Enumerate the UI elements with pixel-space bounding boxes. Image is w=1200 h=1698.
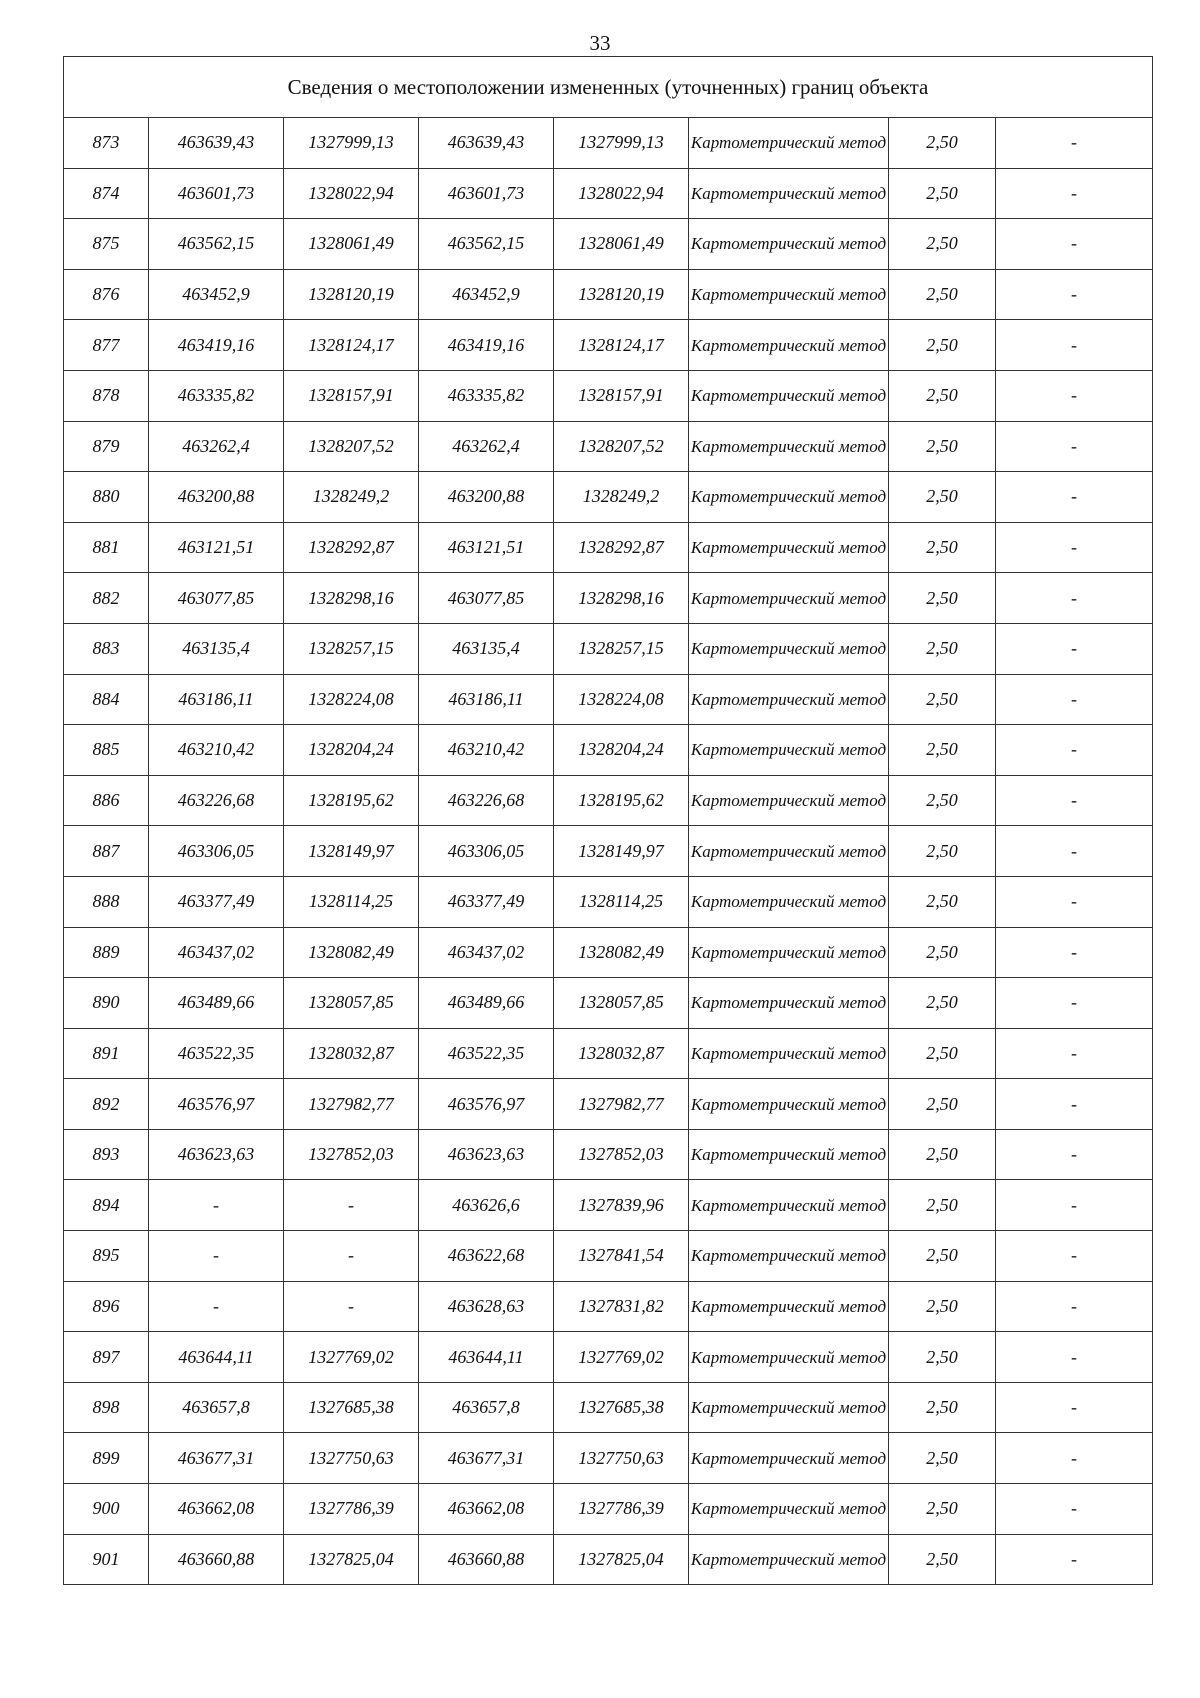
refined-x-cell: 463452,9 (419, 269, 554, 320)
note-cell: - (996, 472, 1153, 523)
accuracy-cell: 2,50 (889, 1484, 996, 1535)
table-row (64, 1382, 1153, 1433)
note-cell: - (996, 1534, 1153, 1585)
accuracy-cell: 2,50 (889, 725, 996, 776)
accuracy-cell: 2,50 (889, 1231, 996, 1282)
refined-x-cell: 463262,4 (419, 421, 554, 472)
existing-x-cell: 463200,88 (149, 472, 284, 523)
method-cell: Картометрический метод (689, 1382, 889, 1433)
refined-y-cell: 1327982,77 (554, 1079, 689, 1130)
note-cell: - (996, 1180, 1153, 1231)
existing-y-cell: 1327750,63 (284, 1433, 419, 1484)
accuracy-cell: 2,50 (889, 826, 996, 877)
method-cell: Картометрический метод (689, 573, 889, 624)
table-row (64, 1129, 1153, 1180)
point-number-cell: 894 (64, 1180, 149, 1231)
note-cell: - (996, 522, 1153, 573)
note-cell: - (996, 1079, 1153, 1130)
existing-y-cell: 1328057,85 (284, 978, 419, 1029)
accuracy-cell: 2,50 (889, 775, 996, 826)
note-cell: - (996, 1382, 1153, 1433)
refined-x-cell: 463576,97 (419, 1079, 554, 1130)
existing-x-cell: 463437,02 (149, 927, 284, 978)
accuracy-cell: 2,50 (889, 1382, 996, 1433)
existing-x-cell: 463135,4 (149, 623, 284, 674)
table-row (64, 623, 1153, 674)
refined-x-cell: 463622,68 (419, 1231, 554, 1282)
table-body (64, 57, 1153, 1585)
refined-x-cell: 463306,05 (419, 826, 554, 877)
existing-y-cell: 1328292,87 (284, 522, 419, 573)
refined-y-cell: 1327831,82 (554, 1281, 689, 1332)
table-row (64, 927, 1153, 978)
existing-y-cell: 1328120,19 (284, 269, 419, 320)
note-cell: - (996, 623, 1153, 674)
accuracy-cell: 2,50 (889, 269, 996, 320)
accuracy-cell: 2,50 (889, 623, 996, 674)
table-row (64, 978, 1153, 1029)
refined-x-cell: 463628,63 (419, 1281, 554, 1332)
method-cell: Картометрический метод (689, 1281, 889, 1332)
refined-y-cell: 1327769,02 (554, 1332, 689, 1383)
refined-x-cell: 463437,02 (419, 927, 554, 978)
method-cell: Картометрический метод (689, 472, 889, 523)
point-number-cell: 893 (64, 1129, 149, 1180)
existing-y-cell: 1328257,15 (284, 623, 419, 674)
existing-y-cell: 1327786,39 (284, 1484, 419, 1535)
refined-y-cell: 1327852,03 (554, 1129, 689, 1180)
note-cell: - (996, 573, 1153, 624)
table-row (64, 168, 1153, 219)
existing-y-cell: 1328195,62 (284, 775, 419, 826)
method-cell: Картометрический метод (689, 1484, 889, 1535)
existing-x-cell: 463623,63 (149, 1129, 284, 1180)
refined-y-cell: 1327685,38 (554, 1382, 689, 1433)
page-number: 33 (589, 31, 611, 55)
refined-x-cell: 463200,88 (419, 472, 554, 523)
existing-x-cell: 463639,43 (149, 118, 284, 169)
method-cell: Картометрический метод (689, 269, 889, 320)
table-row (64, 1028, 1153, 1079)
table-row (64, 370, 1153, 421)
point-number-cell: 897 (64, 1332, 149, 1383)
existing-y-cell: 1328207,52 (284, 421, 419, 472)
table-row (64, 1180, 1153, 1231)
existing-y-cell: - (284, 1180, 419, 1231)
table-row (64, 573, 1153, 624)
table-title: Сведения о местоположении измененных (уточненных) границ объекта (64, 57, 1153, 118)
note-cell: - (996, 1231, 1153, 1282)
existing-y-cell: 1327999,13 (284, 118, 419, 169)
method-cell: Картометрический метод (689, 1231, 889, 1282)
note-cell: - (996, 1332, 1153, 1383)
note-cell: - (996, 775, 1153, 826)
refined-y-cell: 1328204,24 (554, 725, 689, 776)
table-row (64, 674, 1153, 725)
refined-x-cell: 463226,68 (419, 775, 554, 826)
method-cell: Картометрический метод (689, 927, 889, 978)
accuracy-cell: 2,50 (889, 1534, 996, 1585)
note-cell: - (996, 370, 1153, 421)
refined-x-cell: 463644,11 (419, 1332, 554, 1383)
note-cell: - (996, 320, 1153, 371)
refined-y-cell: 1327999,13 (554, 118, 689, 169)
note-cell: - (996, 978, 1153, 1029)
existing-y-cell: 1328224,08 (284, 674, 419, 725)
method-cell: Картометрический метод (689, 1433, 889, 1484)
table-row (64, 522, 1153, 573)
accuracy-cell: 2,50 (889, 674, 996, 725)
refined-x-cell: 463639,43 (419, 118, 554, 169)
existing-y-cell: 1327852,03 (284, 1129, 419, 1180)
note-cell: - (996, 826, 1153, 877)
method-cell: Картометрический метод (689, 219, 889, 270)
existing-y-cell: 1327825,04 (284, 1534, 419, 1585)
note-cell: - (996, 269, 1153, 320)
refined-x-cell: 463657,8 (419, 1382, 554, 1433)
method-cell: Картометрический метод (689, 1028, 889, 1079)
refined-y-cell: 1328249,2 (554, 472, 689, 523)
refined-y-cell: 1328157,91 (554, 370, 689, 421)
refined-x-cell: 463562,15 (419, 219, 554, 270)
table-row (64, 1484, 1153, 1535)
method-cell: Картометрический метод (689, 876, 889, 927)
refined-y-cell: 1328120,19 (554, 269, 689, 320)
existing-x-cell: 463522,35 (149, 1028, 284, 1079)
boundary-coordinates-table (63, 56, 1153, 1585)
point-number-cell: 875 (64, 219, 149, 270)
point-number-cell: 873 (64, 118, 149, 169)
existing-y-cell: 1328298,16 (284, 573, 419, 624)
method-cell: Картометрический метод (689, 1079, 889, 1130)
accuracy-cell: 2,50 (889, 522, 996, 573)
existing-y-cell: 1327769,02 (284, 1332, 419, 1383)
existing-x-cell: 463677,31 (149, 1433, 284, 1484)
refined-y-cell: 1328124,17 (554, 320, 689, 371)
refined-x-cell: 463677,31 (419, 1433, 554, 1484)
method-cell: Картометрический метод (689, 674, 889, 725)
existing-x-cell: 463660,88 (149, 1534, 284, 1585)
table-row (64, 118, 1153, 169)
existing-x-cell: 463121,51 (149, 522, 284, 573)
point-number-cell: 880 (64, 472, 149, 523)
existing-x-cell: 463644,11 (149, 1332, 284, 1383)
refined-x-cell: 463623,63 (419, 1129, 554, 1180)
existing-y-cell: 1328149,97 (284, 826, 419, 877)
refined-y-cell: 1328057,85 (554, 978, 689, 1029)
method-cell: Картометрический метод (689, 118, 889, 169)
refined-y-cell: 1328061,49 (554, 219, 689, 270)
refined-y-cell: 1327839,96 (554, 1180, 689, 1231)
point-number-cell: 885 (64, 725, 149, 776)
point-number-cell: 887 (64, 826, 149, 877)
point-number-cell: 876 (64, 269, 149, 320)
table-row (64, 421, 1153, 472)
point-number-cell: 895 (64, 1231, 149, 1282)
point-number-cell: 878 (64, 370, 149, 421)
refined-x-cell: 463660,88 (419, 1534, 554, 1585)
refined-y-cell: 1328195,62 (554, 775, 689, 826)
point-number-cell: 890 (64, 978, 149, 1029)
refined-y-cell: 1327825,04 (554, 1534, 689, 1585)
existing-y-cell: 1328204,24 (284, 725, 419, 776)
existing-y-cell: 1327982,77 (284, 1079, 419, 1130)
existing-x-cell: 463452,9 (149, 269, 284, 320)
refined-x-cell: 463626,6 (419, 1180, 554, 1231)
note-cell: - (996, 1028, 1153, 1079)
point-number-cell: 874 (64, 168, 149, 219)
point-number-cell: 886 (64, 775, 149, 826)
refined-y-cell: 1328292,87 (554, 522, 689, 573)
point-number-cell: 901 (64, 1534, 149, 1585)
existing-x-cell: 463489,66 (149, 978, 284, 1029)
refined-y-cell: 1328224,08 (554, 674, 689, 725)
accuracy-cell: 2,50 (889, 320, 996, 371)
accuracy-cell: 2,50 (889, 1079, 996, 1130)
table-row (64, 1534, 1153, 1585)
existing-x-cell: - (149, 1281, 284, 1332)
accuracy-cell: 2,50 (889, 876, 996, 927)
method-cell: Картометрический метод (689, 826, 889, 877)
existing-y-cell: 1328157,91 (284, 370, 419, 421)
note-cell: - (996, 725, 1153, 776)
refined-y-cell: 1328032,87 (554, 1028, 689, 1079)
point-number-cell: 892 (64, 1079, 149, 1130)
accuracy-cell: 2,50 (889, 168, 996, 219)
table-title-row (64, 57, 1153, 118)
accuracy-cell: 2,50 (889, 978, 996, 1029)
existing-x-cell: 463335,82 (149, 370, 284, 421)
existing-y-cell: 1328082,49 (284, 927, 419, 978)
table-row (64, 219, 1153, 270)
accuracy-cell: 2,50 (889, 927, 996, 978)
table-row (64, 1332, 1153, 1383)
existing-x-cell: 463226,68 (149, 775, 284, 826)
method-cell: Картометрический метод (689, 1332, 889, 1383)
refined-y-cell: 1328257,15 (554, 623, 689, 674)
refined-x-cell: 463419,16 (419, 320, 554, 371)
existing-x-cell: 463662,08 (149, 1484, 284, 1535)
table-row (64, 826, 1153, 877)
accuracy-cell: 2,50 (889, 1332, 996, 1383)
method-cell: Картометрический метод (689, 623, 889, 674)
accuracy-cell: 2,50 (889, 1281, 996, 1332)
point-number-cell: 884 (64, 674, 149, 725)
point-number-cell: 883 (64, 623, 149, 674)
refined-y-cell: 1328149,97 (554, 826, 689, 877)
note-cell: - (996, 219, 1153, 270)
method-cell: Картометрический метод (689, 320, 889, 371)
table-row (64, 725, 1153, 776)
point-number-cell: 881 (64, 522, 149, 573)
note-cell: - (996, 421, 1153, 472)
method-cell: Картометрический метод (689, 725, 889, 776)
method-cell: Картометрический метод (689, 522, 889, 573)
accuracy-cell: 2,50 (889, 370, 996, 421)
refined-y-cell: 1328082,49 (554, 927, 689, 978)
point-number-cell: 882 (64, 573, 149, 624)
existing-x-cell: 463576,97 (149, 1079, 284, 1130)
existing-x-cell: 463419,16 (149, 320, 284, 371)
existing-y-cell: 1328061,49 (284, 219, 419, 270)
table-row (64, 1281, 1153, 1332)
existing-x-cell: - (149, 1231, 284, 1282)
accuracy-cell: 2,50 (889, 421, 996, 472)
accuracy-cell: 2,50 (889, 118, 996, 169)
existing-x-cell: 463306,05 (149, 826, 284, 877)
accuracy-cell: 2,50 (889, 573, 996, 624)
accuracy-cell: 2,50 (889, 472, 996, 523)
refined-x-cell: 463121,51 (419, 522, 554, 573)
existing-y-cell: 1328249,2 (284, 472, 419, 523)
existing-y-cell: 1327685,38 (284, 1382, 419, 1433)
refined-x-cell: 463489,66 (419, 978, 554, 1029)
point-number-cell: 900 (64, 1484, 149, 1535)
existing-x-cell: - (149, 1180, 284, 1231)
existing-x-cell: 463262,4 (149, 421, 284, 472)
table-row (64, 269, 1153, 320)
existing-y-cell: - (284, 1231, 419, 1282)
note-cell: - (996, 118, 1153, 169)
note-cell: - (996, 168, 1153, 219)
method-cell: Картометрический метод (689, 775, 889, 826)
method-cell: Картометрический метод (689, 370, 889, 421)
accuracy-cell: 2,50 (889, 1028, 996, 1079)
table-row (64, 472, 1153, 523)
note-cell: - (996, 1281, 1153, 1332)
note-cell: - (996, 927, 1153, 978)
method-cell: Картометрический метод (689, 1129, 889, 1180)
existing-y-cell: 1328124,17 (284, 320, 419, 371)
existing-x-cell: 463562,15 (149, 219, 284, 270)
point-number-cell: 891 (64, 1028, 149, 1079)
point-number-cell: 888 (64, 876, 149, 927)
refined-y-cell: 1328022,94 (554, 168, 689, 219)
point-number-cell: 896 (64, 1281, 149, 1332)
table-row (64, 1433, 1153, 1484)
note-cell: - (996, 1129, 1153, 1180)
method-cell: Картометрический метод (689, 1180, 889, 1231)
refined-y-cell: 1327750,63 (554, 1433, 689, 1484)
method-cell: Картометрический метод (689, 1534, 889, 1585)
existing-y-cell: 1328022,94 (284, 168, 419, 219)
refined-x-cell: 463662,08 (419, 1484, 554, 1535)
point-number-cell: 877 (64, 320, 149, 371)
point-number-cell: 889 (64, 927, 149, 978)
existing-y-cell: 1328114,25 (284, 876, 419, 927)
refined-y-cell: 1328114,25 (554, 876, 689, 927)
refined-y-cell: 1327786,39 (554, 1484, 689, 1535)
refined-y-cell: 1327841,54 (554, 1231, 689, 1282)
existing-x-cell: 463377,49 (149, 876, 284, 927)
table-row (64, 876, 1153, 927)
refined-x-cell: 463186,11 (419, 674, 554, 725)
refined-x-cell: 463077,85 (419, 573, 554, 624)
accuracy-cell: 2,50 (889, 1180, 996, 1231)
refined-x-cell: 463210,42 (419, 725, 554, 776)
existing-x-cell: 463657,8 (149, 1382, 284, 1433)
refined-x-cell: 463335,82 (419, 370, 554, 421)
table-row (64, 775, 1153, 826)
method-cell: Картометрический метод (689, 421, 889, 472)
method-cell: Картометрический метод (689, 978, 889, 1029)
table-row (64, 1231, 1153, 1282)
table-row (64, 320, 1153, 371)
existing-x-cell: 463601,73 (149, 168, 284, 219)
point-number-cell: 879 (64, 421, 149, 472)
refined-y-cell: 1328298,16 (554, 573, 689, 624)
existing-x-cell: 463077,85 (149, 573, 284, 624)
refined-x-cell: 463135,4 (419, 623, 554, 674)
existing-y-cell: - (284, 1281, 419, 1332)
point-number-cell: 898 (64, 1382, 149, 1433)
existing-x-cell: 463210,42 (149, 725, 284, 776)
accuracy-cell: 2,50 (889, 1129, 996, 1180)
existing-x-cell: 463186,11 (149, 674, 284, 725)
table-row (64, 1079, 1153, 1130)
note-cell: - (996, 876, 1153, 927)
existing-y-cell: 1328032,87 (284, 1028, 419, 1079)
accuracy-cell: 2,50 (889, 1433, 996, 1484)
method-cell: Картометрический метод (689, 168, 889, 219)
refined-x-cell: 463601,73 (419, 168, 554, 219)
refined-x-cell: 463377,49 (419, 876, 554, 927)
accuracy-cell: 2,50 (889, 219, 996, 270)
refined-x-cell: 463522,35 (419, 1028, 554, 1079)
point-number-cell: 899 (64, 1433, 149, 1484)
refined-y-cell: 1328207,52 (554, 421, 689, 472)
note-cell: - (996, 674, 1153, 725)
note-cell: - (996, 1433, 1153, 1484)
note-cell: - (996, 1484, 1153, 1535)
